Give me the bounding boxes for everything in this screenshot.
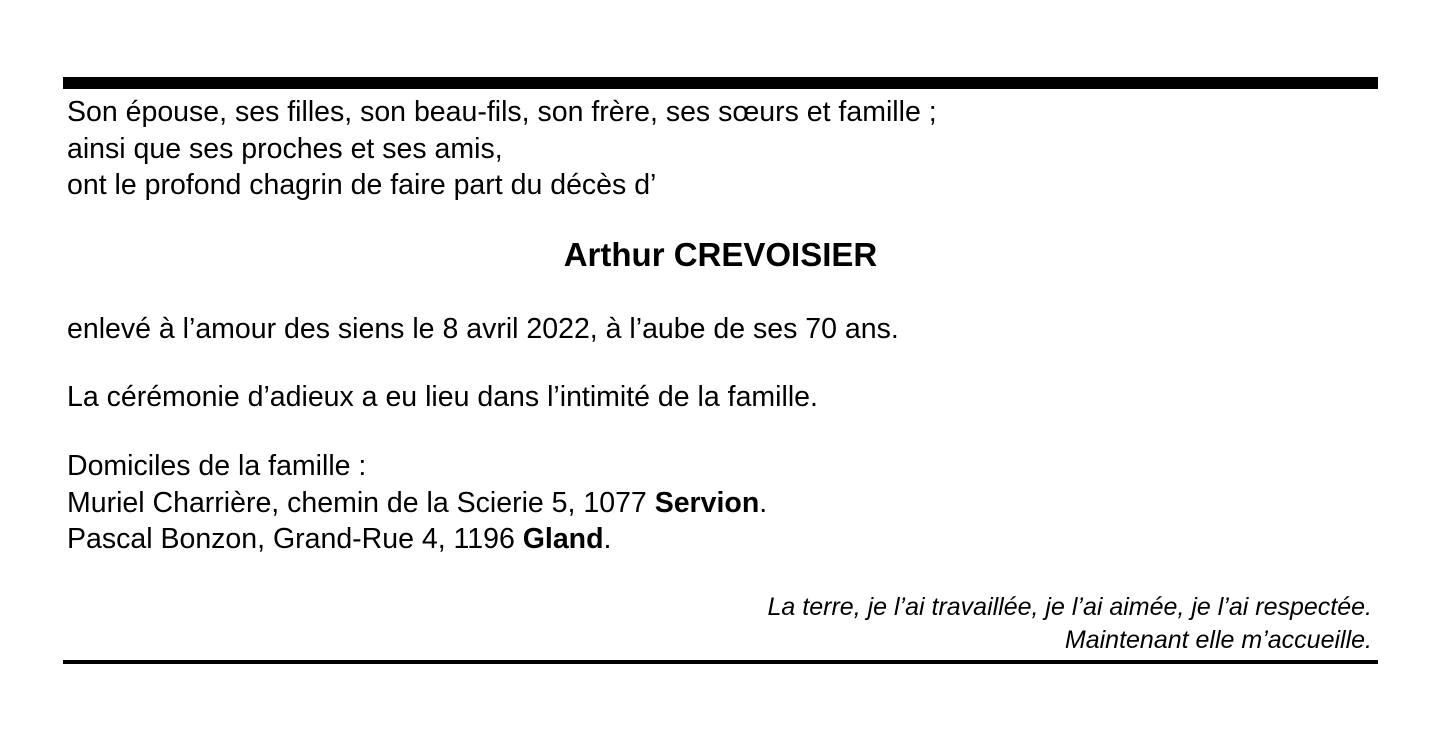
intro-text [67, 94, 937, 204]
domicile-suffix: . [759, 486, 768, 519]
domicile-city: Gland [522, 523, 604, 555]
domicile-entry [67, 485, 767, 522]
ceremony-notice: La cérémonie d’adieux a eu lieu dans l’intimité de la famille. [67, 381, 818, 413]
quote-line-1: La terre, je l’ai travaillée, je l’ai aimée, je l’ai respectée. [767, 593, 1372, 621]
intro-line-3: ont le profond chagrin de faire part du décès d’ [67, 169, 657, 201]
domiciles-block [67, 448, 767, 558]
top-rule [63, 77, 1378, 89]
intro-line-1: Son épouse, ses filles, son beau-fils, son frère, ses sœurs et famille ; [67, 96, 937, 128]
domicile-address: Pascal Bonzon, Grand-Rue 4, 1196 [67, 523, 523, 555]
intro-line-2: ainsi que ses proches et ses amis, [67, 132, 503, 165]
quote-line-2: Maintenant elle m’accueille. [1064, 626, 1372, 654]
domicile-entry [67, 521, 767, 558]
deceased-name: Arthur CREVOISIER [563, 236, 878, 273]
domicile-suffix: . [603, 523, 612, 555]
death-notice: enlevé à l’amour des siens le 8 avril 2022, à l’aube de ses 70 ans. [67, 313, 899, 345]
domicile-address: Muriel Charrière, chemin de la Scierie 5, 1077 [67, 486, 655, 519]
closing-quote [768, 591, 1372, 657]
bottom-rule [63, 660, 1378, 664]
domicile-city: Servion [654, 486, 760, 519]
domiciles-heading: Domiciles de la famille : [67, 450, 367, 482]
obituary-notice [63, 77, 1378, 664]
